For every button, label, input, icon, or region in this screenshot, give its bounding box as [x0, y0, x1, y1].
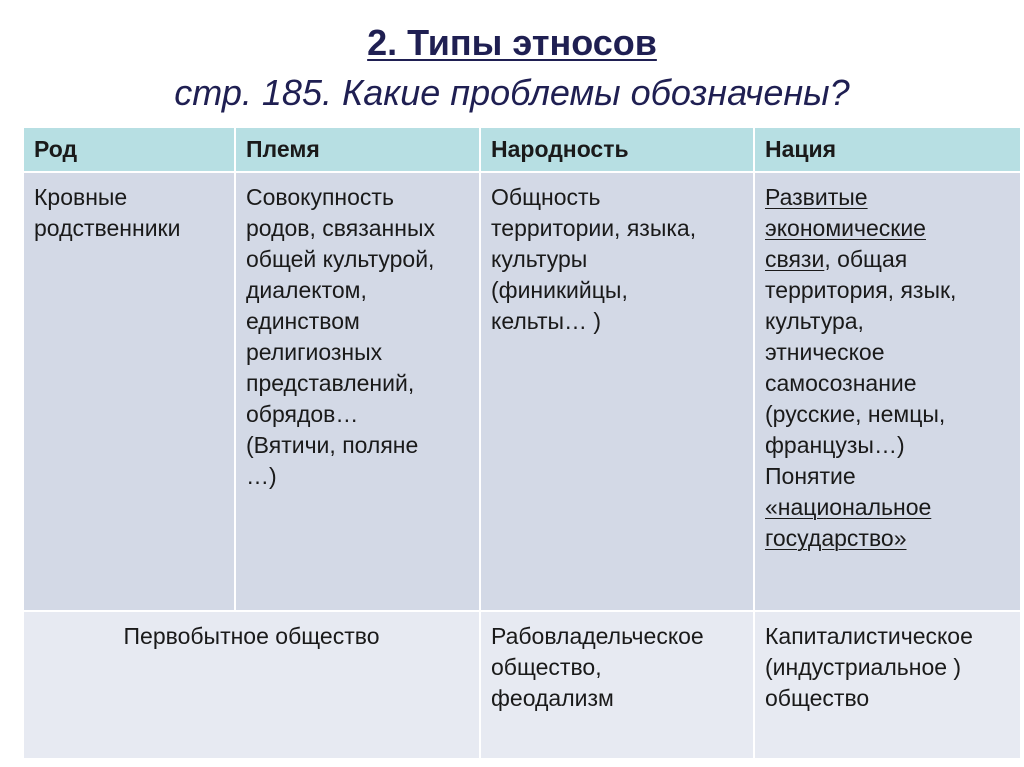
cell-slave-feudal-text: Рабовладельческое общество, феодализм: [491, 623, 704, 712]
natsiya-underlined-economic-ties: Развитые экономические связи: [765, 184, 926, 273]
ethnos-types-table: [24, 128, 1020, 760]
cell-capitalist-text: Капиталистическое (индустриальное ) общество: [765, 623, 973, 712]
header-plemya: Племя: [235, 128, 480, 172]
cell-primitive-society: [24, 611, 480, 759]
cell-narodnost-definition: [480, 172, 754, 611]
header-rod: Род: [24, 128, 235, 172]
cell-slave-feudal-society: [480, 611, 754, 759]
table-header-row: [24, 128, 1020, 172]
cell-rod-definition: [24, 172, 235, 611]
cell-capitalist-society: [754, 611, 1020, 759]
cell-plemya-text: Совокупность родов, связанных общей культурой, диалектом, единством религиозных представлений, обрядов… (Вятичи, поляне …): [246, 184, 435, 490]
header-natsiya: Нация: [754, 128, 1020, 172]
cell-plemya-definition: [235, 172, 480, 611]
natsiya-plain-text: , общая территория, язык, культура, этническое самосознание (русские, немцы, французы…) Понятие: [765, 246, 957, 490]
slide-title: [0, 22, 1024, 64]
cell-primitive-society-text: Первобытное общество: [123, 623, 380, 650]
cell-natsiya-definition: [754, 172, 1020, 611]
slide-title-text: 2. Типы этносов: [367, 22, 657, 63]
cell-rod-text: Кровные родственники: [34, 184, 181, 242]
table-row-societies: [24, 611, 1020, 759]
natsiya-underlined-national-state: «национальное государство»: [765, 494, 932, 552]
cell-natsiya-text: [765, 182, 1010, 554]
cell-narodnost-text: Общность территории, языка, культуры (финикийцы, кельты… ): [491, 184, 697, 335]
slide-subtitle: стр. 185. Какие проблемы обозначены?: [174, 72, 850, 113]
header-narodnost: Народность: [480, 128, 754, 172]
table-row-definitions: [24, 172, 1020, 611]
